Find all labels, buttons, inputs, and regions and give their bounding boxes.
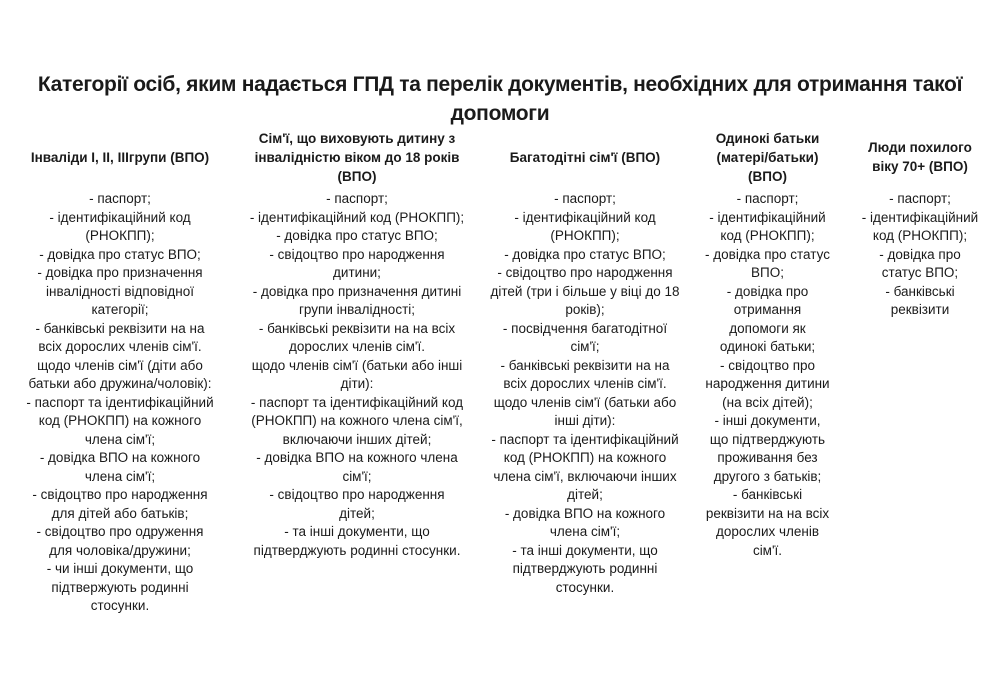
text-line: - довідка про xyxy=(726,283,809,299)
column-heading xyxy=(10,127,230,187)
text-line: код (РНОКПП); xyxy=(872,228,968,243)
text-line: Інваліди І, ІІ, ІІІгрупи (ВПО) xyxy=(30,149,210,165)
text-line: групи інвалідності; xyxy=(298,302,415,317)
text-line: дорослих членів сім'ї. xyxy=(289,339,425,354)
text-line: реквізити xyxy=(890,302,950,317)
text-line: сім'ї; xyxy=(342,468,372,484)
text-line: - банківські xyxy=(732,487,803,502)
text-line: - довідка ВПО на кожного xyxy=(39,450,201,465)
page-title xyxy=(20,70,980,128)
text-line: - довідка про статус ВПО; xyxy=(39,246,201,262)
text-line: - посвідчення багатодітної xyxy=(502,320,668,336)
text-line: - ідентифікаційний xyxy=(861,209,979,225)
text-line: інвалідності відповідної xyxy=(45,283,194,299)
column-heading xyxy=(470,127,700,187)
text-line: років); xyxy=(565,302,605,317)
text-line: щодо членів сім'ї (батьки або xyxy=(493,394,677,410)
text-line: (РНОКПП); xyxy=(85,228,155,243)
text-line: члена сім'ї; xyxy=(84,468,156,484)
text-line: - ідентифікаційний код xyxy=(514,209,656,225)
text-line: дітей; xyxy=(339,505,375,521)
document-list xyxy=(10,190,230,616)
heading-lines xyxy=(716,129,820,186)
text-line: щодо членів сім'ї (батьки або інші xyxy=(251,357,463,373)
text-line: інші діти): xyxy=(554,413,616,428)
text-line: (ВПО) xyxy=(748,168,787,184)
text-line: - та інші документи, що xyxy=(284,524,430,539)
text-line: - банківські реквізити на на xyxy=(500,357,670,373)
document-list xyxy=(232,190,482,560)
column-large-families xyxy=(470,127,700,597)
text-line: - свідоцтво про народження xyxy=(269,487,445,502)
text-line: дітей; xyxy=(567,487,603,502)
text-line: - інші документи, xyxy=(714,413,821,428)
text-line: отримання xyxy=(733,302,802,317)
text-line: одинокі батьки; xyxy=(719,339,816,354)
text-line: ВПО; xyxy=(751,265,784,280)
text-line: всіх дорослих членів сім'ї. xyxy=(38,339,202,354)
column-heading xyxy=(695,127,840,187)
text-line: (РНОКПП); xyxy=(550,228,620,243)
text-line: - ідентифікаційний xyxy=(709,209,826,225)
text-line: код (РНОКПП) на кожного xyxy=(38,413,202,428)
text-line: дитини; xyxy=(333,265,381,280)
text-line: члена сім'ї; xyxy=(549,524,621,539)
text-line: - паспорт; xyxy=(889,191,951,206)
title-line: Категорії осіб, яким надається ГПД та перелік документів, необхідних для отримання такої xyxy=(37,73,963,96)
text-line: сім'ї. xyxy=(752,542,783,558)
text-line: - свідоцтво про народження xyxy=(269,246,445,262)
text-line: підтверджують родинні стосунки. xyxy=(253,542,461,558)
text-line: стосунки. xyxy=(90,598,150,613)
text-line: - банківські реквізити на на всіх xyxy=(258,320,456,336)
text-line: Люди похилого xyxy=(868,140,972,155)
heading-lines xyxy=(31,148,209,167)
text-line: - довідка про статус ВПО; xyxy=(504,246,666,262)
heading-lines xyxy=(510,148,660,167)
text-line: (ВПО) xyxy=(337,168,377,184)
text-line: (РНОКПП) на кожного члена сім'ї, xyxy=(251,413,463,428)
text-line: - довідка про призначення дитині xyxy=(252,283,462,299)
text-line: - паспорт; xyxy=(89,191,151,206)
text-line: - паспорт; xyxy=(326,191,388,206)
column-heading xyxy=(840,127,1000,187)
text-line: діти): xyxy=(340,376,374,391)
text-line: - ідентифікаційний код (РНОКПП); xyxy=(249,209,465,225)
text-line: народження дитини xyxy=(705,376,830,391)
text-line: код (РНОКПП) на кожного xyxy=(503,450,667,465)
text-line: - ідентифікаційний код xyxy=(49,209,191,225)
text-line: - свідоцтво про народження xyxy=(497,265,673,280)
document-list xyxy=(470,190,700,597)
text-line: (на всіх дітей); xyxy=(722,394,813,410)
text-line: для дітей або батьків; xyxy=(51,505,189,521)
document-list xyxy=(840,190,1000,320)
text-line: дітей (три і більше у віці до 18 xyxy=(490,283,680,299)
text-line: - свідоцтво про xyxy=(719,357,816,373)
text-line: підтвержують родинні xyxy=(51,579,189,595)
text-line: - довідка ВПО на кожного члена xyxy=(256,450,458,465)
text-line: підтверджують родинні xyxy=(512,561,658,576)
text-line: стосунки. xyxy=(555,579,615,595)
text-line: - довідка ВПО на кожного xyxy=(504,505,666,521)
text-line: - паспорт та ідентифікаційний код xyxy=(250,394,464,410)
text-line: - довідка про статус xyxy=(705,246,830,262)
text-line: статус ВПО; xyxy=(881,265,959,280)
text-line: (матері/батьки) xyxy=(716,149,819,165)
text-line: - довідка про xyxy=(879,246,961,262)
heading-lines xyxy=(868,138,972,176)
text-line: допомоги як xyxy=(729,320,806,336)
column-elderly-70-plus xyxy=(840,127,1000,320)
text-line: проживання без xyxy=(717,450,818,465)
text-line: що підтверджують xyxy=(709,431,826,447)
text-line: сім'ї; xyxy=(570,339,600,354)
text-line: Багатодітні сім'ї (ВПО) xyxy=(509,149,661,165)
column-disabled-persons xyxy=(10,127,230,616)
text-line: дорослих членів xyxy=(715,524,820,539)
text-line: - паспорт; xyxy=(736,191,799,206)
text-line: для чоловіка/дружини; xyxy=(49,542,191,558)
text-line: Одинокі батьки xyxy=(715,130,820,146)
text-line: - паспорт; xyxy=(554,191,616,206)
text-line: всіх дорослих членів сім'ї. xyxy=(503,376,667,391)
text-line: члена сім'ї, включаючи інших xyxy=(493,468,677,484)
text-line: - довідка про статус ВПО; xyxy=(276,228,438,243)
text-line: - довідка про призначення xyxy=(37,265,203,280)
column-single-parents xyxy=(695,127,840,560)
text-line: включаючи інших дітей; xyxy=(282,431,432,447)
text-line: батьки або дружина/чоловік): xyxy=(28,376,212,391)
text-line: реквізити на на всіх xyxy=(705,505,830,521)
text-line: - та інші документи, що xyxy=(512,542,658,558)
text-line: - паспорт та ідентифікаційний xyxy=(491,431,679,447)
title-line: допомоги xyxy=(450,102,550,125)
text-line: другого з батьків; xyxy=(713,468,822,484)
text-line: Сім'ї, що виховують дитину з xyxy=(258,130,456,146)
heading-lines xyxy=(255,129,460,186)
text-line: - банківські реквізити на на xyxy=(35,320,205,336)
document-list xyxy=(695,190,840,560)
text-line: - паспорт та ідентифікаційний xyxy=(26,394,214,410)
text-line: інвалідністю віком до 18 років xyxy=(254,149,460,165)
text-line: категорії; xyxy=(91,302,149,317)
column-families-disabled-child xyxy=(232,127,482,560)
text-line: код (РНОКПП); xyxy=(720,228,815,243)
text-line: - свідоцтво про народження xyxy=(32,487,208,502)
text-line: щодо членів сім'ї (діти або xyxy=(37,357,203,373)
text-line: - свідоцтво про одруження xyxy=(36,524,204,539)
text-line: члена сім'ї; xyxy=(84,431,156,447)
text-line: віку 70+ (ВПО) xyxy=(872,159,968,174)
column-heading xyxy=(232,127,482,187)
text-line: - банківські xyxy=(885,283,955,299)
text-line: - чи інші документи, що xyxy=(46,561,194,576)
